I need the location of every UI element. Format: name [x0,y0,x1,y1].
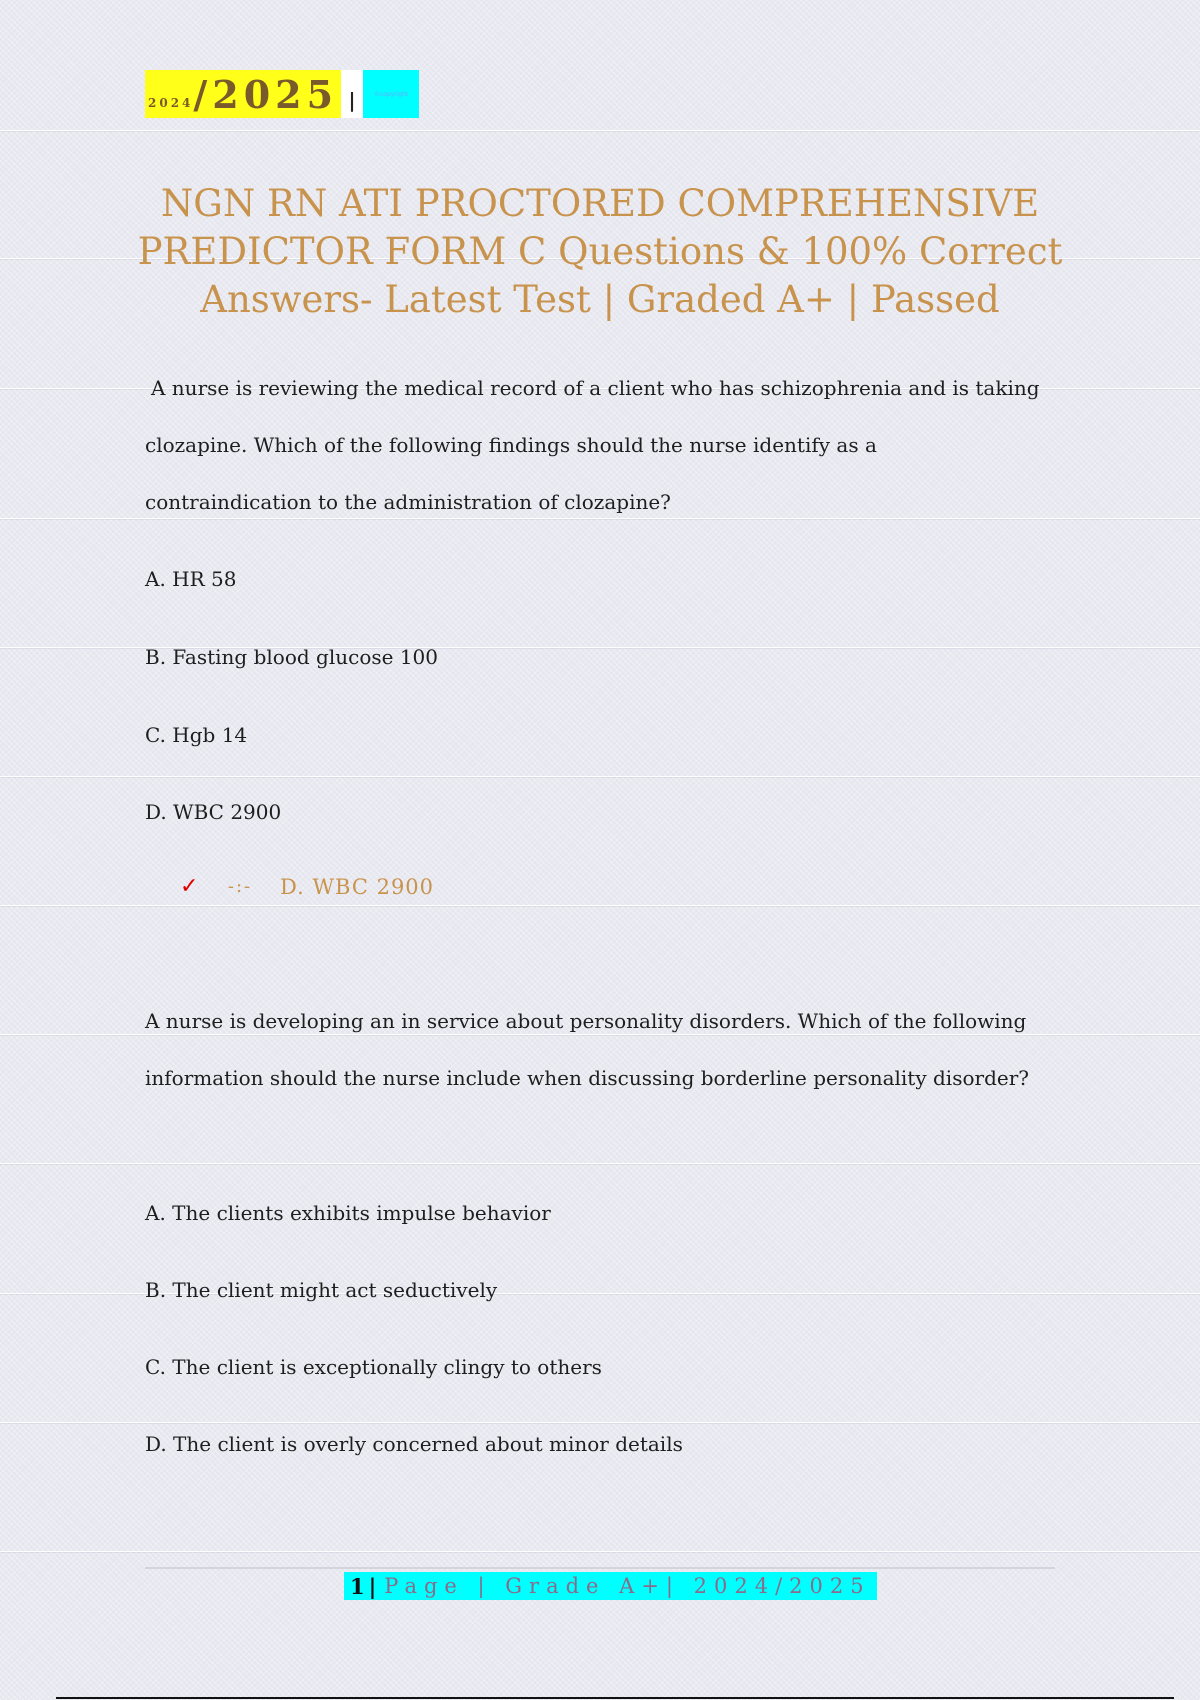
question-2-option-c: C. The client is exceptionally clingy to others [145,1355,602,1379]
page-rule [0,776,1200,777]
question-1-option-b: B. Fasting blood glucose 100 [145,645,438,669]
page-rule [0,1163,1200,1164]
question-1-answer [180,874,434,899]
question-1-stem: A nurse is reviewing the medical record of a client who has schizophrenia and is taking clozapine. Which of the following findings should the nurse identify as a contraindication to the administration of clozapine? [145,376,1040,514]
bottom-border [56,1697,1174,1699]
page-rule [0,130,1200,131]
checkmark-icon: ✓ [180,874,199,899]
answer-text: D. WBC 2900 [280,874,435,899]
page-number: 1 [350,1573,367,1599]
question-2-option-d: D. The client is overly concerned about minor details [145,1432,683,1456]
header-divider: | [341,70,363,118]
question-1-option-d: D. WBC 2900 [145,800,282,824]
question-2-option-a: A. The clients exhibits impulse behavior [145,1201,551,1225]
footer-divider [145,1567,1055,1569]
question-2-option-b: B. The client might act seductively [145,1278,498,1302]
question-1-option-a: A. HR 58 [145,567,237,591]
question-2-stem: A nurse is developing an in service about personality disorders. Which of the following information should the nurse include when discussing borderline personality disorder? [145,1009,1029,1090]
year-end: /2025 [193,72,339,117]
year-highlight [145,70,341,118]
page-rule [0,1551,1200,1552]
year-start: 2024 [148,96,194,110]
page-rule [0,905,1200,906]
page-footer [344,1572,877,1600]
copyright-label: ©copyright [363,70,419,118]
page-rule [0,1422,1200,1423]
question-1-option-c: C. Hgb 14 [145,723,248,747]
answer-separator: -:- [227,876,253,897]
footer-text: Page | Grade A+| 2024/2025 [384,1574,871,1598]
document-title: NGN RN ATI PROCTORED COMPREHENSIVE PREDICTOR FORM C Questions & 100% Correct Answers- Latest Test | Graded A+ | Passed [137,182,1063,321]
footer-separator: | [368,1573,377,1599]
header-year-badge [145,70,419,118]
